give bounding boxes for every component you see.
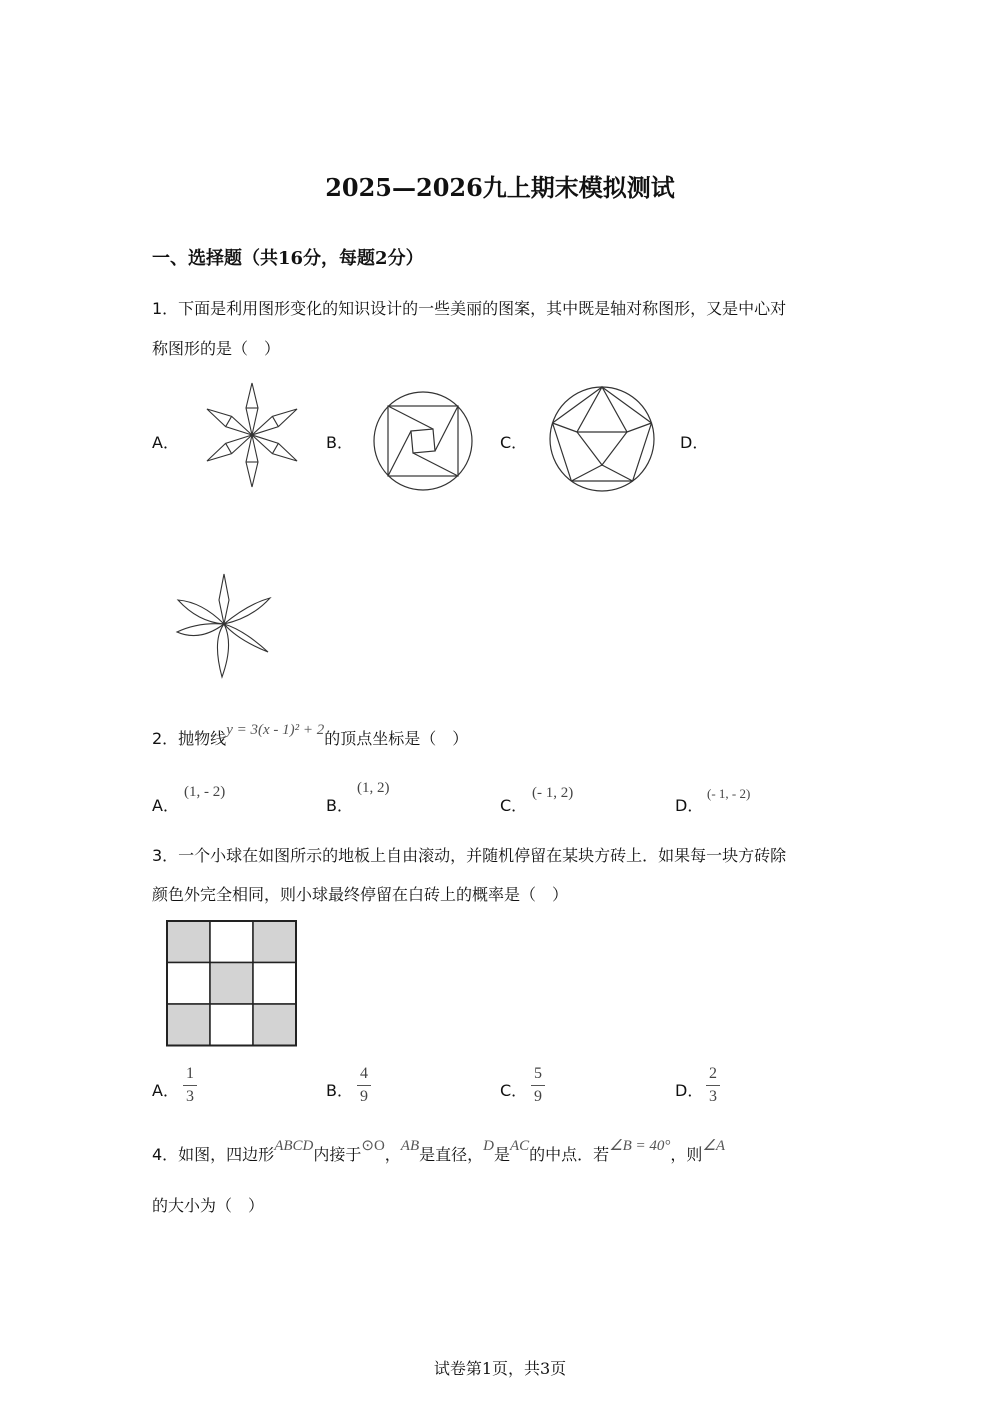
q1-option-a-label: A．	[152, 433, 179, 452]
question-1-line-2: 称图形的是（ ）	[152, 339, 281, 358]
q1-figure-a	[200, 380, 304, 490]
q4-math: AB	[400, 1138, 420, 1154]
fraction-numerator: 1	[186, 1065, 194, 1082]
q2-option-d-value: (- 1, - 2)	[707, 786, 751, 801]
q3-option-a-label: A．	[152, 1081, 179, 1100]
q1-figure-d	[172, 572, 276, 680]
q4-text: 的中点．若	[529, 1145, 610, 1164]
fraction-numerator: 5	[534, 1065, 542, 1082]
q3-floor-grid	[166, 920, 298, 1048]
q4-math: ∠B = 40°	[609, 1138, 671, 1154]
fraction-denominator: 3	[709, 1088, 717, 1105]
q3-option-c-label: C．	[500, 1081, 528, 1100]
q3-option-d-label: D．	[675, 1081, 704, 1100]
question-1-line-1: 1．下面是利用图形变化的知识设计的一些美丽的图案，其中既是轴对称图形，又是中心对	[152, 299, 787, 318]
q2-option-a-label: A．	[152, 796, 179, 815]
q2-option-c-label: C．	[500, 796, 528, 815]
q4-text: ，	[384, 1145, 401, 1164]
q4-text: 内接于	[313, 1145, 362, 1164]
q4-math: AC	[510, 1138, 530, 1154]
fraction-denominator: 9	[360, 1088, 368, 1105]
page-footer: 试卷第1页，共3页	[433, 1359, 567, 1378]
white-tile	[210, 921, 253, 963]
gray-tile	[210, 963, 253, 1005]
gray-tile	[253, 921, 296, 963]
q4-math: ∠A	[702, 1138, 726, 1154]
q3-option-a-fraction	[183, 1064, 197, 1107]
q4-math: ABCD	[274, 1138, 314, 1154]
q4-text: 是	[493, 1145, 510, 1164]
q1-option-c-label: C．	[500, 433, 528, 452]
gray-tile	[253, 1004, 296, 1046]
fraction-denominator: 9	[534, 1088, 542, 1105]
q2-option-a-value: (1, - 2)	[184, 784, 226, 800]
white-tile	[253, 963, 296, 1005]
q4-text: 是直径，	[419, 1145, 484, 1164]
gray-tile	[167, 921, 210, 963]
question-4-line-1	[152, 1136, 872, 1175]
question-3-line-1: 3．一个小球在如图所示的地板上自由滚动，并随机停留在某块方砖上．如果每一块方砖除	[152, 846, 787, 865]
q3-option-c-fraction	[531, 1064, 545, 1107]
q4-math: ⊙O	[361, 1138, 385, 1154]
q2-option-b-value: (1, 2)	[357, 780, 390, 796]
white-tile	[167, 963, 210, 1005]
q1-figure-c	[548, 385, 656, 493]
question-2	[152, 720, 852, 759]
fraction-numerator: 2	[709, 1065, 717, 1082]
gray-tile	[167, 1004, 210, 1046]
fraction-denominator: 3	[186, 1088, 194, 1105]
fraction-numerator: 4	[360, 1065, 368, 1082]
q4-text: 4．如图，四边形	[152, 1145, 275, 1164]
q1-option-b-label: B．	[326, 433, 353, 452]
q1-figure-b	[373, 391, 473, 491]
q3-option-b-label: B．	[326, 1081, 353, 1100]
question-2-prefix: 2．抛物线	[152, 729, 227, 748]
q1-option-d-label: D．	[680, 433, 709, 452]
question-3-line-2: 颜色外完全相同，则小球最终停留在白砖上的概率是（ ）	[152, 885, 569, 904]
section-heading: 一、选择题（共16分，每题2分）	[152, 248, 424, 269]
question-2-suffix: 的顶点坐标是（ ）	[324, 729, 469, 748]
q2-option-c-value: (- 1, 2)	[532, 785, 574, 801]
q3-option-d-fraction	[706, 1064, 720, 1107]
question-4-line-2: 的大小为（ ）	[152, 1196, 265, 1215]
q2-option-b-label: B．	[326, 796, 353, 815]
white-tile	[210, 1004, 253, 1046]
q2-option-d-label: D．	[675, 796, 704, 815]
q4-math: D	[483, 1138, 494, 1154]
q3-option-b-fraction	[357, 1064, 371, 1107]
q4-text: ，则	[670, 1145, 703, 1164]
page-title: 2025—2026九上期末模拟测试	[325, 173, 675, 202]
question-2-formula: y = 3(x - 1)² + 2	[226, 722, 325, 738]
